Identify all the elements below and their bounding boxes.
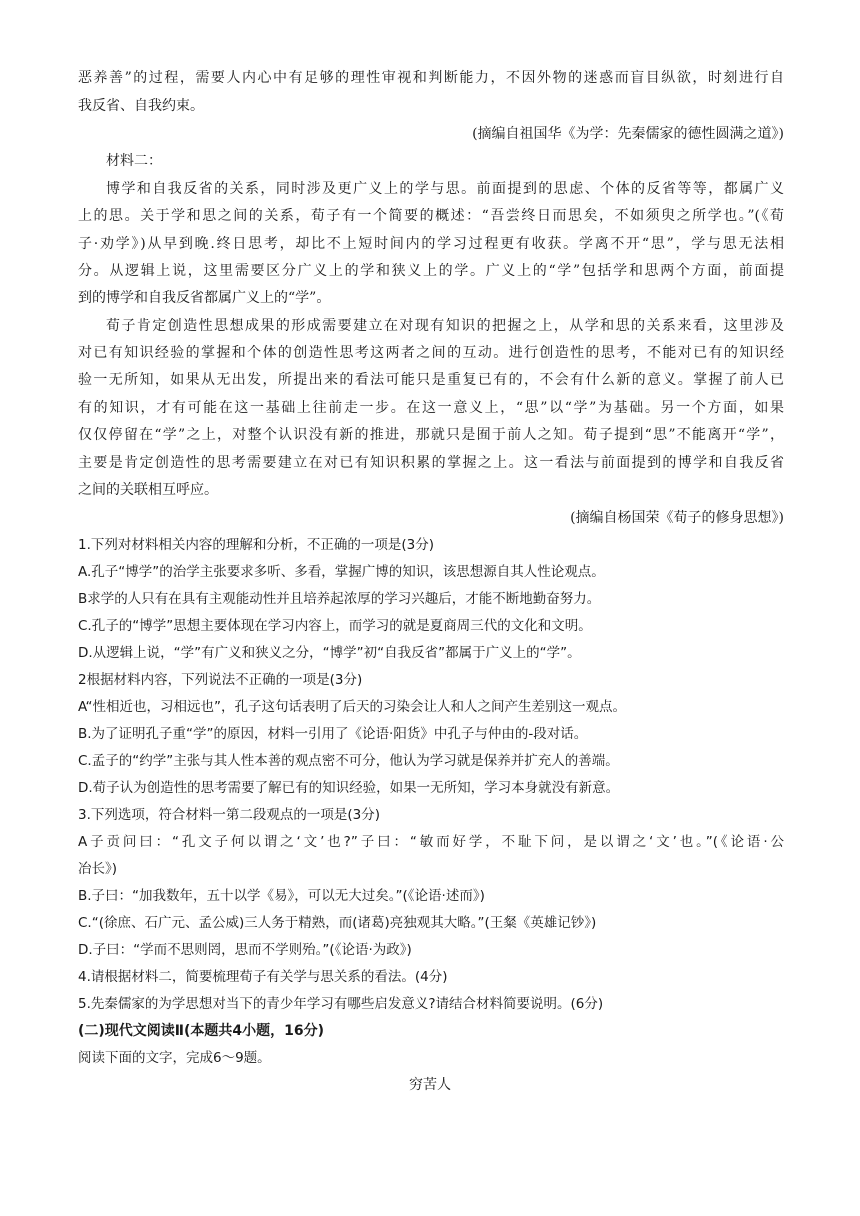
option-line: D.从逻辑上说，“学”有广义和狭义之分，“博学”初“自我反省”都属于广义上的“学”。 [78, 645, 581, 661]
option-line: A“性相近也，习相远也”，孔子这句话表明了后天的习染会让人和人之间产生差别这一观点。 [78, 699, 626, 715]
option-line: C.孟子的“约学”主张与其人性本善的观点密不可分，他认为学习就是保养并扩充人的善端。 [78, 753, 619, 769]
option-line: A子贡问曰：“孔文子何以谓之‘文’也?”子曰：“敏而好学，不耻下问，是以谓之‘文’也。”(《论语·公 [78, 834, 784, 850]
text-line: 主要是肯定创造性的思考需要建立在对已有知识积累的掌握之上。这一看法与前面提到的博学和自我反省 [78, 455, 784, 471]
option-line: B.为了证明孔子重“学”的原因，材料一引用了《论语·阳货》中孔子与仲由的-段对话。 [78, 726, 588, 742]
text-line: 验一无所知，如果从无出发，所提出来的看法可能只是重复已有的，不会有什么新的意义。掌握了前人已 [78, 372, 784, 388]
question-5: 5.先秦儒家的为学思想对当下的青少年学习有哪些启发意义?请结合材料简要说明。(6分) [78, 996, 604, 1012]
option-line: A.孔子“博学”的治学主张要求多听、多看，掌握广博的知识，该思想源自其人性论观点。 [78, 564, 605, 580]
section-heading: (二)现代文阅读Ⅱ(本题共4小题，16分) [78, 1023, 325, 1039]
text-line: 子·劝学》)从早到晚.终日思考，却比不上短时间内的学习过程更有收获。学离不开“思”，学与思无法相 [78, 236, 784, 252]
question-3: 3.下列选项，符合材料一第二段观点的一项是(3分) [78, 807, 381, 823]
option-line: B求学的人只有在具有主观能动性并且培养起浓厚的学习兴趣后，才能不断地勤奋努力。 [78, 591, 601, 607]
text-line: 仅仅停留在“学”之上，对整个认识没有新的推进，那就只是囿于前人之知。荀子提到“思”不能离开“学”， [78, 427, 784, 443]
text-line: 分。从逻辑上说，这里需要区分广义上的学和狭义上的学。广义上的“学”包括学和思两个方面，前面提 [78, 263, 784, 279]
text-line: 恶养善”的过程，需要人内心中有足够的理性审视和判断能力，不因外物的迷惑而盲目纵欲，时刻进行自 [78, 70, 784, 86]
option-line: C.孔子的“博学”思想主要体现在学习内容上，而学习的就是夏商周三代的文化和文明。 [78, 618, 592, 634]
text-line: 我反省、自我约束。 [78, 98, 204, 114]
text-line: 对已有知识经验的掌握和个体的创造性思考这两者之间的互动。进行创造性的思考，不能对已有的知识经 [78, 345, 784, 361]
text-line: 之间的关联相互呼应。 [78, 482, 218, 498]
text-line: 上的思。关于学和思之间的关系，荀子有一个简要的概述：“吾尝终日而思矣，不如须臾之所学也。”(《荀 [78, 208, 784, 224]
text-line: 有的知识，才有可能在这一基础上往前走一步。在这一意义上，“思”以“学”为基础。另一个方面，如果 [78, 400, 784, 416]
text-line: 荀子肯定创造性思想成果的形成需要建立在对现有知识的把握之上，从学和思的关系来看，这里涉及 [106, 318, 784, 334]
text-line: 到的博学和自我反省都属广义上的“学”。 [78, 290, 331, 306]
passage-title: 穷苦人 [409, 1077, 451, 1093]
option-line: B.子曰：“加我数年，五十以学《易》，可以无大过矣。”(《论语·述而》) [78, 888, 485, 904]
option-line: C.“(徐庶、石广元、孟公威)三人务于精熟，而(诸葛)亮独观其大略。”(王粲《英雄记钞》) [78, 915, 597, 931]
material-heading: 材料二： [106, 153, 162, 169]
text-line: 博学和自我反省的关系，同时涉及更广义上的学与思。前面提到的思虑、个体的反省等等，都属广义 [106, 181, 784, 197]
question-1: 1.下列对材料相关内容的理解和分析，不正确的一项是(3分) [78, 537, 435, 553]
option-line: 冶长》) [78, 861, 118, 877]
option-line: D.子曰：“学而不思则罔，思而不学则殆。”(《论语·为政》) [78, 942, 412, 958]
source-citation: (摘编自杨国荣《荀子的修身思想》) [570, 510, 784, 526]
question-2: 2根据材料内容，下列说法不正确的一项是(3分) [78, 672, 363, 688]
section-instruction: 阅读下面的文字，完成6～9题。 [78, 1050, 271, 1066]
option-line: D.荀子认为创造性的思考需要了解已有的知识经验，如果一无所知，学习本身就没有新意。 [78, 780, 620, 796]
source-citation: (摘编自祖国华《为学：先秦儒家的德性圆满之道》) [472, 126, 784, 142]
question-4: 4.请根据材料二，简要梳理荀子有关学与思关系的看法。(4分) [78, 969, 448, 985]
